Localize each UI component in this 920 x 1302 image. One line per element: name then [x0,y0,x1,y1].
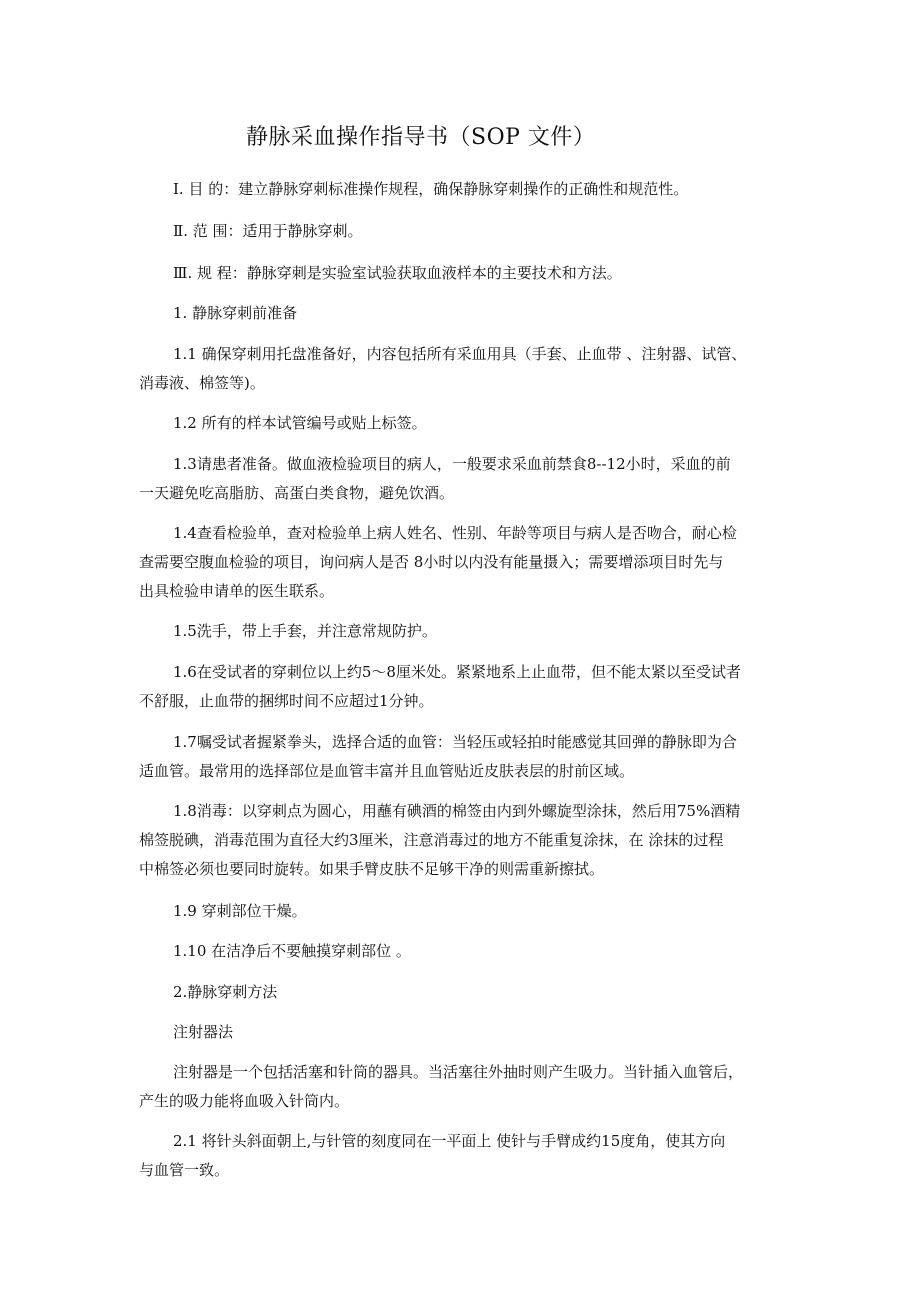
purpose-line: Ⅰ. 目 的：建立静脉穿刺标准操作规程，确保静脉穿刺操作的正确性和规范性。 [173,180,689,198]
paragraph-line: 1.8消毒：以穿刺点为圆心，用蘸有碘酒的棉签由内到外螺旋型涂抹，然后用75%酒精 [173,802,741,820]
paragraph-line: 一天避免吃高脂肪、高蛋白类食物，避免饮酒。 [139,484,455,502]
paragraph-line: 2.1 将针头斜面朝上,与针管的刻度同在一平面上 使针与手臂成约15度角，使其方向 [173,1132,726,1150]
paragraph-line: 注射器是一个包括活塞和针筒的器具。当活塞往外抽时则产生吸力。当针插入血管后， [173,1063,744,1081]
paragraph-line: 1.3请患者准备。做血液检验项目的病人，一般要求采血前禁食8--12小时，采血的前 [173,455,731,473]
paragraph-line: 出具检验申请单的医生联系。 [139,582,335,600]
paragraph-line: 棉签脱碘，消毒范围为直径大约3厘米，注意消毒过的地方不能重复涂抹，在 涂抹的过程 [139,831,724,849]
subsection-heading: 注射器法 [173,1023,234,1041]
paragraph-line: 中棉签必须也要同时旋转。如果手臂皮肤不足够干净的则需重新擦拭。 [139,860,605,878]
paragraph-line: 查需要空腹血检验的项目，询问病人是否 8小时以内没有能量摄入；需要增添项目时先与 [139,553,724,571]
paragraph-line: 1.1 确保穿刺用托盘准备好，内容包括所有采血用具（手套、止血带 、注射器、试管、 [173,345,747,363]
paragraph-line: 适血管。最常用的选择部位是血管丰富并且血管贴近皮肤表层的肘前区域。 [139,762,635,780]
section-heading: 1. 静脉穿刺前准备 [173,304,298,322]
paragraph-line: 1.5洗手，带上手套，并注意常规防护。 [173,622,437,640]
section-heading: 2.静脉穿刺方法 [173,983,278,1001]
paragraph-line: 不舒服，止血带的捆绑时间不应超过1分钟。 [139,692,434,710]
paragraph-line: 与血管一致。 [139,1161,230,1179]
paragraph-line: 消毒液、棉签等)。 [139,374,265,392]
paragraph-line: 1.4查看检验单，查对检验单上病人姓名、性别、年龄等项目与病人是否吻合，耐心检 [173,524,737,542]
paragraph-line: 1.7嘱受试者握紧拳头，选择合适的血管：当轻压或轻拍时能感觉其回弹的静脉即为合 [173,733,737,751]
paragraph-line: 产生的吸力能将血吸入针筒内。 [139,1092,350,1110]
paragraph-line: 1.6在受试者的穿刺位以上约5～8厘米处。紧紧地系上止血带，但不能太紧以至受试者 [173,663,741,681]
procedure-line: Ⅲ. 规 程：静脉穿刺是实验室试验获取血液样本的主要技术和方法。 [173,264,622,282]
paragraph-line: 1.10 在洁净后不要触摸穿刺部位 。 [173,942,411,960]
scope-line: Ⅱ. 范 围：适用于静脉穿刺。 [173,222,363,240]
paragraph-line: 1.9 穿刺部位干燥。 [173,902,307,920]
document-title: 静脉采血操作指导书（SOP 文件） [246,125,596,150]
paragraph-line: 1.2 所有的样本试管编号或贴上标签。 [173,414,427,432]
